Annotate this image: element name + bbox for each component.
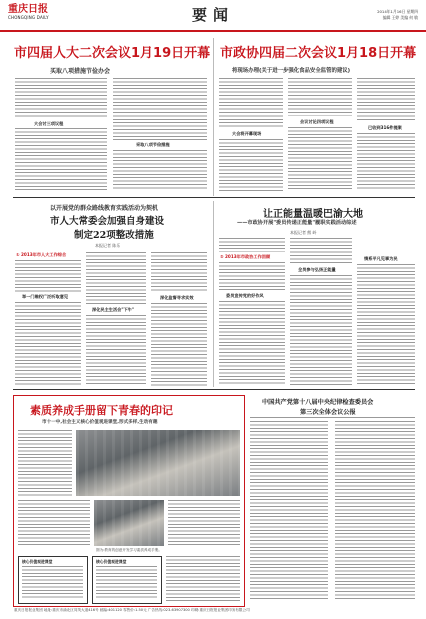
text-column — [335, 421, 415, 601]
column-divider — [213, 201, 214, 387]
horizontal-rule — [13, 389, 415, 390]
text-column — [166, 556, 240, 602]
text-column — [15, 78, 107, 118]
headline-positive-energy: 让正能量温暖巴渝大地 — [263, 209, 363, 220]
text-column — [22, 566, 83, 600]
text-column — [15, 260, 81, 292]
text-column — [219, 262, 285, 290]
sidebar-box-title: 核心价值观进课堂 — [22, 559, 53, 564]
text-column — [288, 78, 352, 116]
logo-english: CHONGQING DAILY — [8, 15, 49, 20]
text-column — [151, 252, 207, 292]
text-column — [357, 78, 415, 122]
text-column — [290, 275, 352, 386]
section-heading: 举一门维权广泛听取意见 — [22, 294, 69, 299]
section-heading: 情系平凡见事为民 — [364, 256, 398, 261]
text-column — [86, 315, 146, 386]
horizontal-rule — [250, 417, 415, 418]
masthead-info — [338, 9, 418, 21]
section-heading: 深化民主生活会"下牛" — [92, 307, 135, 312]
text-column — [168, 500, 240, 546]
section-heading: 深化监督寻求实效 — [160, 295, 194, 300]
section-heading: 采取八项节俭措施 — [136, 142, 170, 147]
feature-box — [13, 395, 245, 607]
headline-npc-session: 市四届人大二次会议1月19日开幕 — [14, 46, 211, 61]
editor-credits: 编辑 王婷 美编 何 敏 — [382, 15, 418, 20]
masthead — [0, 0, 426, 32]
photo-classroom — [94, 500, 164, 546]
page-footer — [0, 604, 426, 619]
text-column — [18, 500, 90, 546]
text-column — [15, 302, 81, 386]
text-column — [288, 127, 352, 191]
text-column — [219, 301, 285, 386]
sidebar-box-title: 核心价值观进课堂 — [96, 559, 127, 564]
section-heading: ② 2013年市政协工作回顾 — [220, 254, 271, 259]
text-column — [86, 252, 146, 304]
section-heading: 大会讨三项议程 — [34, 121, 64, 126]
section-heading: 会议讨论四项议程 — [300, 119, 334, 124]
text-column — [113, 150, 207, 190]
headline-npc-standing: 市人大常委会加强自身建设 — [50, 216, 165, 227]
text-column — [290, 238, 352, 264]
text-column — [250, 421, 328, 601]
subhead-npc-session: 买取八项措施节俭办会 — [50, 68, 111, 75]
section-heading: 已收到316件提案 — [368, 125, 402, 130]
headline-cppcc-session: 市政协四届二次会议1月18日开幕 — [220, 46, 417, 61]
text-column — [219, 78, 283, 128]
photo-students — [76, 430, 240, 496]
subhead-npc-standing: 制定22项整改措施 — [74, 230, 154, 241]
kicker-npc-standing: 以开展党的群众路线教育实践活动为契机 — [50, 205, 159, 212]
section-heading: 委员宣传党的好作风 — [226, 293, 264, 298]
section-heading: 全员参与弘扬正能量 — [298, 267, 336, 272]
subhead-positive-energy: ——市政协开展"委员传递正能量"履职实践活动综述 — [237, 220, 357, 226]
text-column — [18, 430, 72, 496]
text-column — [15, 128, 107, 190]
sidebar-box — [18, 556, 88, 604]
logo-chinese: 重庆日报 — [8, 4, 48, 15]
subhead-feature: 市十一中,社会主义核心价值观进课堂,形式多样,生动有趣 — [42, 420, 158, 425]
headline-discipline-commission: 中国共产党第十八届中央纪律检查委员会 — [262, 399, 374, 406]
subhead-discipline-commission: 第三次全体会议公报 — [300, 409, 356, 416]
text-column — [113, 78, 207, 140]
section-heading: ① 2013年市人大工作综合 — [16, 252, 67, 257]
byline: 本报记者 熊 岭 — [290, 230, 317, 235]
subhead-cppcc-session: 将现场办理(关于进一步强化食品安全监管的建议) — [232, 68, 351, 74]
issue-date: 2014年1月16日 星期四 — [377, 9, 418, 14]
horizontal-rule — [13, 197, 415, 198]
text-column — [219, 238, 285, 252]
section-heading: 大会将开幕现场 — [232, 131, 262, 136]
text-column — [357, 133, 415, 191]
text-column — [219, 139, 283, 191]
photo-caption: 图为:教育的创意开发学习素质养成手册。 — [96, 548, 162, 552]
section-title: 要闻 — [191, 6, 234, 24]
text-column — [151, 303, 207, 386]
byline: 本报记者 陈乐 — [95, 243, 121, 248]
headline-feature: 素质养成手册留下青春的印记 — [30, 404, 173, 417]
text-column — [96, 566, 157, 600]
footer-text: 重庆日报报业集团 地址:重庆市渝北区同茂大道416号 邮编:401120 零售价:1.50元 广告热线:023-63907300 印刷:重庆日报报业集团印务有限公司 — [14, 608, 250, 612]
sidebar-box — [92, 556, 162, 604]
column-divider — [213, 38, 214, 196]
text-column — [357, 264, 415, 386]
